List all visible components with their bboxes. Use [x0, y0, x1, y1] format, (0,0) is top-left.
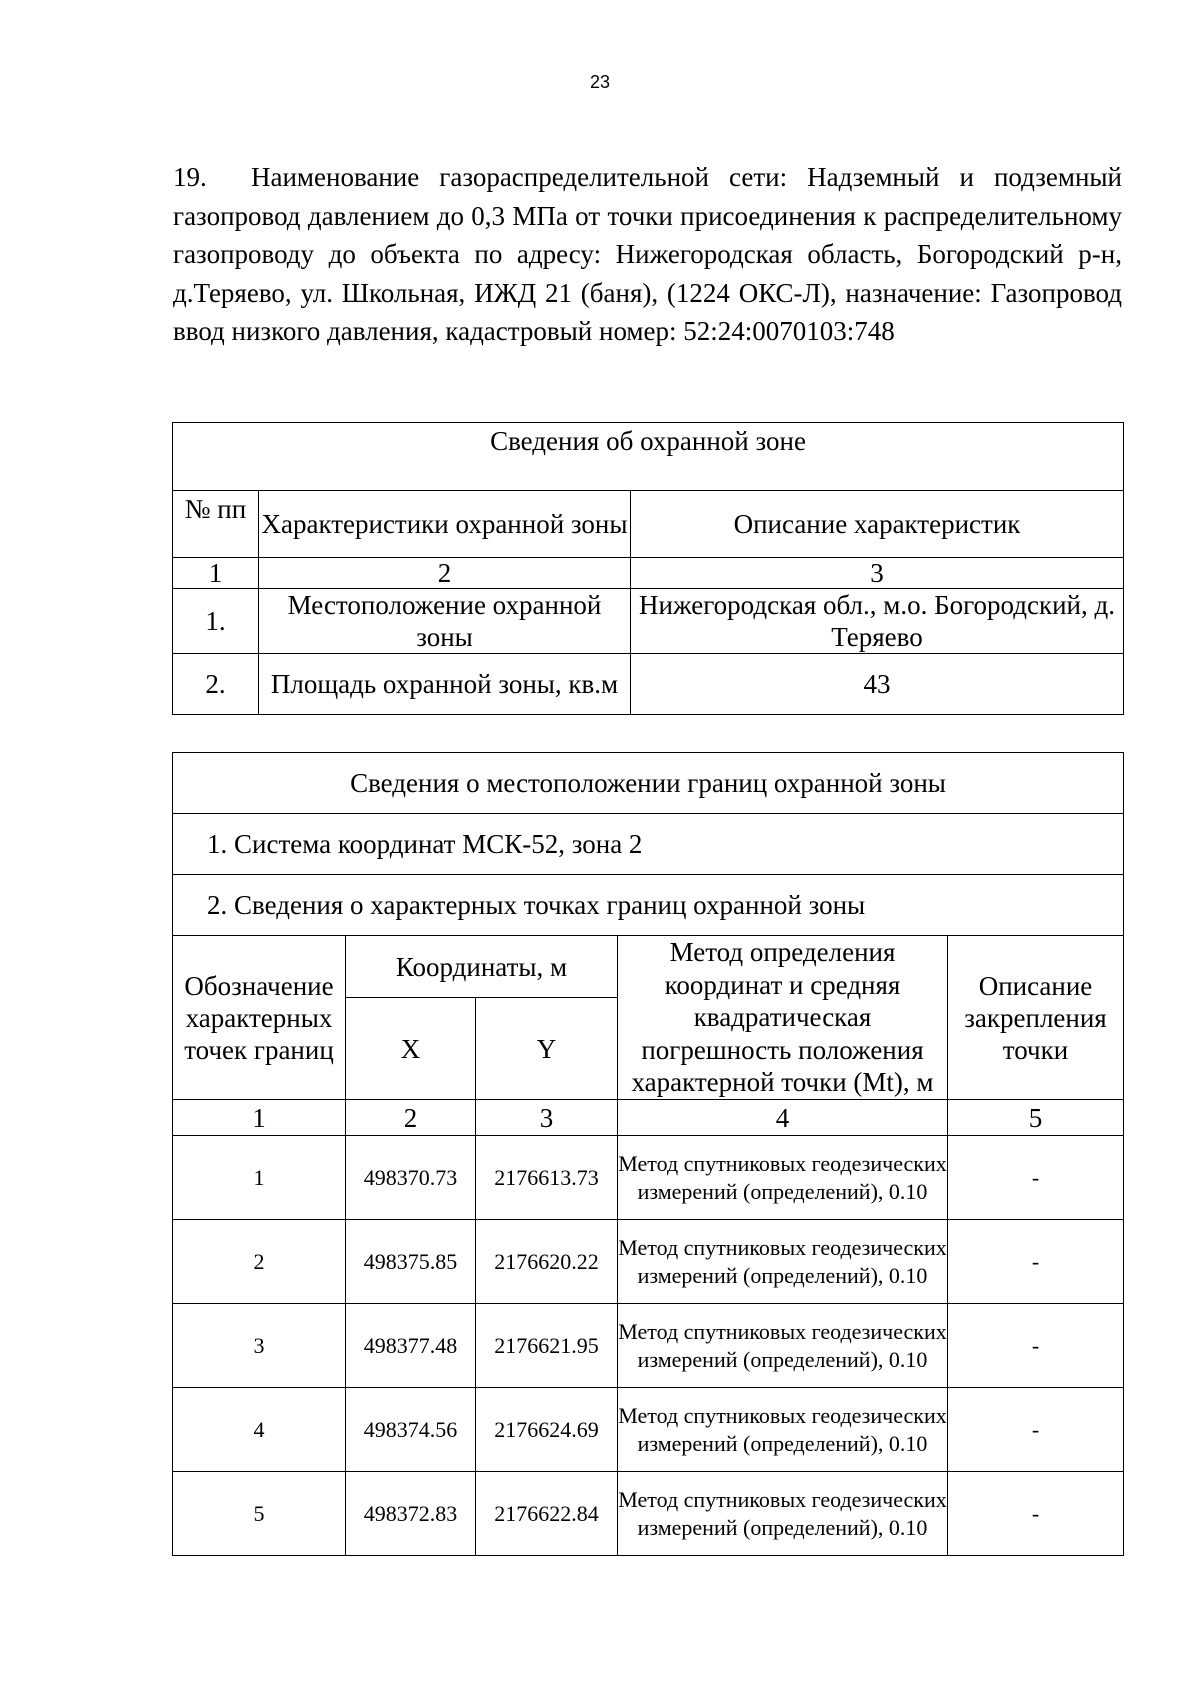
point-y: 2176622.84	[476, 1472, 618, 1556]
boundary-location-table	[172, 752, 1124, 1556]
page-number: 23	[589, 72, 611, 92]
point-id: 3	[173, 1304, 346, 1388]
header-y: Y	[476, 998, 618, 1100]
table-row	[173, 1220, 1124, 1304]
table-row	[173, 1304, 1124, 1388]
header-number: № пп	[173, 491, 259, 558]
point-x: 498374.56	[346, 1388, 476, 1472]
header-coordinates: Координаты, м	[346, 936, 618, 998]
table-row	[173, 654, 1124, 715]
row-number: 1.	[173, 589, 259, 654]
bounds-table-title: Сведения о местоположении границ охранной зоны	[173, 753, 1124, 814]
point-fixing: -	[948, 1472, 1124, 1556]
point-fixing: -	[948, 1304, 1124, 1388]
point-id: 5	[173, 1472, 346, 1556]
table-row	[173, 1472, 1124, 1556]
row-value: Нижегородская обл., м.о. Богородский, д. Теряево	[631, 589, 1124, 654]
table-row	[173, 1388, 1124, 1472]
point-method: Метод спутниковых геодезических измерений (определений), 0.10	[618, 1220, 948, 1304]
point-y: 2176624.69	[476, 1388, 618, 1472]
point-method: Метод спутниковых геодезических измерений (определений), 0.10	[618, 1388, 948, 1472]
column-number: 2	[259, 558, 631, 589]
point-id: 4	[173, 1388, 346, 1472]
zone-table-title: Сведения об охранной зоне	[173, 423, 1124, 491]
header-characteristics: Характеристики охранной зоны	[259, 491, 631, 558]
point-id: 1	[173, 1136, 346, 1220]
header-fixing: Описание закрепления точки	[948, 936, 1124, 1100]
point-x: 498377.48	[346, 1304, 476, 1388]
section-number: 19.	[173, 162, 207, 192]
section-text: Наименование газораспределительной сети: Надземный и подземный газопровод давлением до 0,3 МПа от точки присоединения к распределительному газопроводу до объекта по адресу: Нижегородская область, Богородский р-н, д.Теряево, ул. Школьная, ИЖД 21 (баня), (1224 ОКС-Л), назначение: Газопровод ввод низкого давления, кадастровый номер: 52:24:0070103:748	[173, 162, 1122, 347]
point-y: 2176621.95	[476, 1304, 618, 1388]
point-x: 498375.85	[346, 1220, 476, 1304]
row-value: 43	[631, 654, 1124, 715]
table-row	[173, 1136, 1124, 1220]
header-designation: Обозначение характерных точек границ	[173, 936, 346, 1100]
row-number: 2.	[173, 654, 259, 715]
column-number: 3	[476, 1100, 618, 1136]
point-fixing: -	[948, 1220, 1124, 1304]
point-fixing: -	[948, 1388, 1124, 1472]
point-method: Метод спутниковых геодезических измерений (определений), 0.10	[618, 1472, 948, 1556]
section-paragraph	[173, 158, 1122, 351]
header-method: Метод определения координат и средняя квадратическая погрешность положения характерной точки (Mt), м	[618, 936, 948, 1100]
point-method: Метод спутниковых геодезических измерений (определений), 0.10	[618, 1304, 948, 1388]
column-number: 5	[948, 1100, 1124, 1136]
row-characteristic: Местоположение охранной зоны	[259, 589, 631, 654]
point-method: Метод спутниковых геодезических измерений (определений), 0.10	[618, 1136, 948, 1220]
column-number: 2	[346, 1100, 476, 1136]
point-fixing: -	[948, 1136, 1124, 1220]
column-number: 1	[173, 1100, 346, 1136]
column-number: 4	[618, 1100, 948, 1136]
point-id: 2	[173, 1220, 346, 1304]
point-y: 2176613.73	[476, 1136, 618, 1220]
point-x: 498372.83	[346, 1472, 476, 1556]
points-section-title: 2. Сведения о характерных точках границ охранной зоны	[173, 875, 1124, 936]
table-row	[173, 589, 1124, 654]
coordinate-system: 1. Система координат МСК-52, зона 2	[173, 814, 1124, 875]
point-y: 2176620.22	[476, 1220, 618, 1304]
protection-zone-table	[172, 422, 1124, 715]
column-number: 3	[631, 558, 1124, 589]
header-x: X	[346, 998, 476, 1100]
column-number: 1	[173, 558, 259, 589]
point-x: 498370.73	[346, 1136, 476, 1220]
row-characteristic: Площадь охранной зоны, кв.м	[259, 654, 631, 715]
header-description: Описание характеристик	[631, 491, 1124, 558]
